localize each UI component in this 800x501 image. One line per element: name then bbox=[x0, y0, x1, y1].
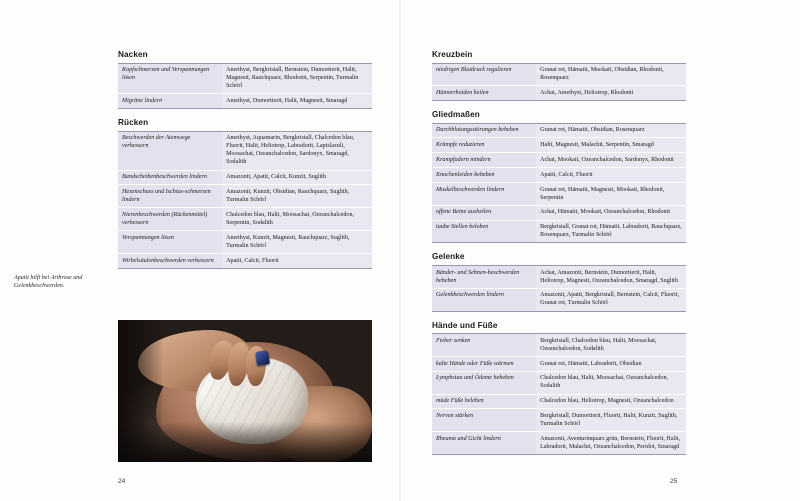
table-row bbox=[432, 64, 686, 86]
ailment-table-wrapper bbox=[432, 333, 686, 455]
table-row bbox=[118, 208, 372, 231]
ailment-cell: Bandscheibenbeschwerden lindern bbox=[118, 170, 222, 185]
section-title: Rücken bbox=[118, 118, 149, 128]
table-row bbox=[432, 168, 686, 183]
stones-cell: Granat rot, Hämatit, Mookait, Obsidian, Rhodonit, Rosenquarz bbox=[536, 64, 686, 86]
stones-cell: Amethyst, Aquamarin, Bergkristall, Chalcedon blau, Fluorit, Halit, Heliotrop, Labradorit, Lapislazuli, Moosachat, Ozeanchalcedon, Sardonyx, Smaragd, Sodalith bbox=[222, 132, 372, 170]
healing-stone bbox=[255, 350, 270, 366]
stones-cell: Amazonit, Apatit, Bergkristall, Bernstein, Calcit, Fluorit, Granat rot, Turmalin Schörl bbox=[536, 288, 686, 310]
ailment-cell: niedrigen Blutdruck regulieren bbox=[432, 64, 536, 86]
left-page-column bbox=[118, 50, 372, 269]
ailment-cell: Wirbelsäulenbeschwerden verbessern bbox=[118, 253, 222, 267]
table-row bbox=[432, 356, 686, 371]
table-row bbox=[432, 432, 686, 454]
ailment-cell: Nierenbeschwerden (Rückenmittel) verbessern bbox=[118, 208, 222, 231]
ailment-table-wrapper bbox=[432, 123, 686, 244]
table-row bbox=[432, 334, 686, 356]
ailment-cell: Fieber senken bbox=[432, 334, 536, 356]
ailment-cell: Kopfschmerzen und Verspannungen lösen bbox=[118, 64, 222, 94]
table-row bbox=[432, 394, 686, 409]
stones-cell: Apatit, Calcit, Fluorit bbox=[536, 168, 686, 183]
ailment-cell: Verspannungen lösen bbox=[118, 231, 222, 254]
stones-cell: Achat, Amazonit, Bernstein, Dumortierit, Halit, Heliotrop, Magnesit, Ozeanchalcedon, Smaragd, Suglith bbox=[536, 266, 686, 288]
table-row bbox=[432, 86, 686, 100]
stones-cell: Granat rot, Hämatit, Labradorit, Obsidian bbox=[536, 356, 686, 371]
ailment-cell: Gelenkbeschwerden lindern bbox=[432, 288, 536, 310]
stones-cell: Bergkristall, Chalcedon blau, Halit, Moosachat, Ozeanchalcedon, Sodalith bbox=[536, 334, 686, 356]
ailment-table bbox=[118, 64, 372, 109]
stones-cell: Halit, Magnesit, Malachit, Serpentin, Smaragd bbox=[536, 138, 686, 153]
ailment-table-wrapper bbox=[432, 265, 686, 312]
stones-cell: Chalcedon blau, Halit, Moosachat, Ozeanchalcedon, Sodalith bbox=[536, 371, 686, 394]
ailment-cell: Krämpfe reduzieren bbox=[432, 138, 536, 153]
ailment-table-wrapper bbox=[118, 131, 372, 269]
page-number-left: 24 bbox=[118, 478, 126, 485]
ailment-table-wrapper bbox=[432, 63, 686, 102]
stones-cell: Granat rot, Hämatit, Magnesit, Mookait, Rhodonit, Serpentin bbox=[536, 182, 686, 205]
ailment-cell: müde Füße beleben bbox=[432, 394, 536, 409]
stones-cell: Bergkristall, Dumortierit, Fluorit, Halit, Kunzit, Suglith, Turmalin Schörl bbox=[536, 409, 686, 432]
table-row bbox=[432, 124, 686, 138]
table-row bbox=[432, 409, 686, 432]
stones-cell: Achat, Mookait, Ozeanchalcedon, Sardonyx, Rhodonit bbox=[536, 153, 686, 168]
stones-cell: Amazonit, Apatit, Calcit, Kunzit, Suglith bbox=[222, 170, 372, 185]
ailment-cell: taube Stellen beleben bbox=[432, 220, 536, 242]
section-title: Nacken bbox=[118, 50, 148, 59]
stones-cell: Chalcedon blau, Heliotrop, Magnesit, Ozeanchalcedon bbox=[536, 394, 686, 409]
ailment-table-wrapper bbox=[118, 63, 372, 110]
stones-cell: Apatit, Calcit, Fluorit bbox=[222, 253, 372, 267]
ailment-cell: Lymphstau und Ödeme beheben bbox=[432, 371, 536, 394]
ailment-cell: Rheuma und Gicht lindern bbox=[432, 432, 536, 454]
ailment-cell: Hämorrhoiden heilen bbox=[432, 86, 536, 100]
ailment-cell: Krampfadern mindern bbox=[432, 153, 536, 168]
ailment-cell: Beschwerden der Atemwege verbessern bbox=[118, 132, 222, 170]
table-row bbox=[118, 170, 372, 185]
table-row bbox=[118, 253, 372, 267]
ailment-cell: Knochenleiden beheben bbox=[432, 168, 536, 183]
section-title: Hände und Füße bbox=[432, 320, 498, 330]
ailment-cell: Durchblutungsstörungen beheben bbox=[432, 124, 536, 138]
ailment-cell: Nerven stärken bbox=[432, 409, 536, 432]
ailment-table bbox=[432, 334, 686, 454]
table-row bbox=[118, 94, 372, 108]
stones-cell: Amazonit, Kunzit, Obsidian, Rauchquarz, Suglith, Turmalin Schörl bbox=[222, 185, 372, 208]
section-title: Gelenke bbox=[432, 252, 465, 262]
right-page-column bbox=[432, 50, 686, 455]
table-row bbox=[432, 182, 686, 205]
stones-cell: Achat, Amethyst, Heliotrop, Rhodonit bbox=[536, 86, 686, 100]
stones-cell: Achat, Hämatit, Mookait, Ozeanchalcedon, Rhodonit bbox=[536, 205, 686, 220]
table-row bbox=[118, 185, 372, 208]
table-row bbox=[432, 220, 686, 242]
section-title: Gliedmaßen bbox=[432, 110, 480, 120]
stones-cell: Amethyst, Kunzit, Magnesit, Rauchquarz, Suglith, Turmalin Schörl bbox=[222, 231, 372, 254]
stones-cell: Granat rot, Hämatit, Obsidian, Rosenquarz bbox=[536, 124, 686, 138]
ailment-table bbox=[432, 124, 686, 243]
stones-cell: Bergkristall, Granat rot, Hämatit, Labradorit, Rauchquarz, Rosenquarz, Turmalin Schörl bbox=[536, 220, 686, 242]
ailment-table bbox=[432, 64, 686, 101]
photo-caption: Apatit hilft bei Arthrose und Gelenkbeschwerden. bbox=[14, 275, 83, 290]
stones-cell: Amazonit, Aventurinquarz grün, Bernstein, Fluorit, Halit, Labradorit, Malachit, Ozeanchalcedon, Peridot, Smaragd bbox=[536, 432, 686, 454]
table-row bbox=[118, 231, 372, 254]
ailment-cell: Hexenschuss und Ischias-schmerzen lindern bbox=[118, 185, 222, 208]
page-number-right: 25 bbox=[670, 478, 678, 485]
stones-cell: Amethyst, Bergkristall, Bernstein, Dumortierit, Halit, Magnesit, Rauchquarz, Rhodonit, Serpentin, Turmalin Schörl bbox=[222, 64, 372, 94]
table-row bbox=[432, 371, 686, 394]
ailment-table bbox=[118, 132, 372, 268]
table-row bbox=[432, 266, 686, 288]
stones-cell: Chalcedon blau, Halit, Moosachat, Ozeanchalcedon, Serpentin, Sodalith bbox=[222, 208, 372, 231]
table-row bbox=[432, 153, 686, 168]
table-row bbox=[118, 132, 372, 170]
table-row bbox=[432, 138, 686, 153]
ailment-cell: kalte Hände oder Füße wärmen bbox=[432, 356, 536, 371]
ailment-cell: offene Beine ausheilen bbox=[432, 205, 536, 220]
table-row bbox=[118, 64, 372, 94]
ailment-cell: Muskelbeschwerden lindern bbox=[432, 182, 536, 205]
table-row bbox=[432, 205, 686, 220]
photo-shadow-bottom bbox=[118, 422, 372, 462]
ailment-table bbox=[432, 266, 686, 311]
page-gutter bbox=[399, 0, 401, 501]
stones-cell: Amethyst, Dumortierit, Halit, Magnesit, Smaragd bbox=[222, 94, 372, 108]
table-row bbox=[432, 288, 686, 310]
ailment-cell: Migräne lindern bbox=[118, 94, 222, 108]
section-title: Kreuzbein bbox=[432, 50, 473, 59]
ailment-cell: Bänder- und Sehnen-beschwerden beheben bbox=[432, 266, 536, 288]
knee-bandage-photo bbox=[118, 320, 372, 462]
